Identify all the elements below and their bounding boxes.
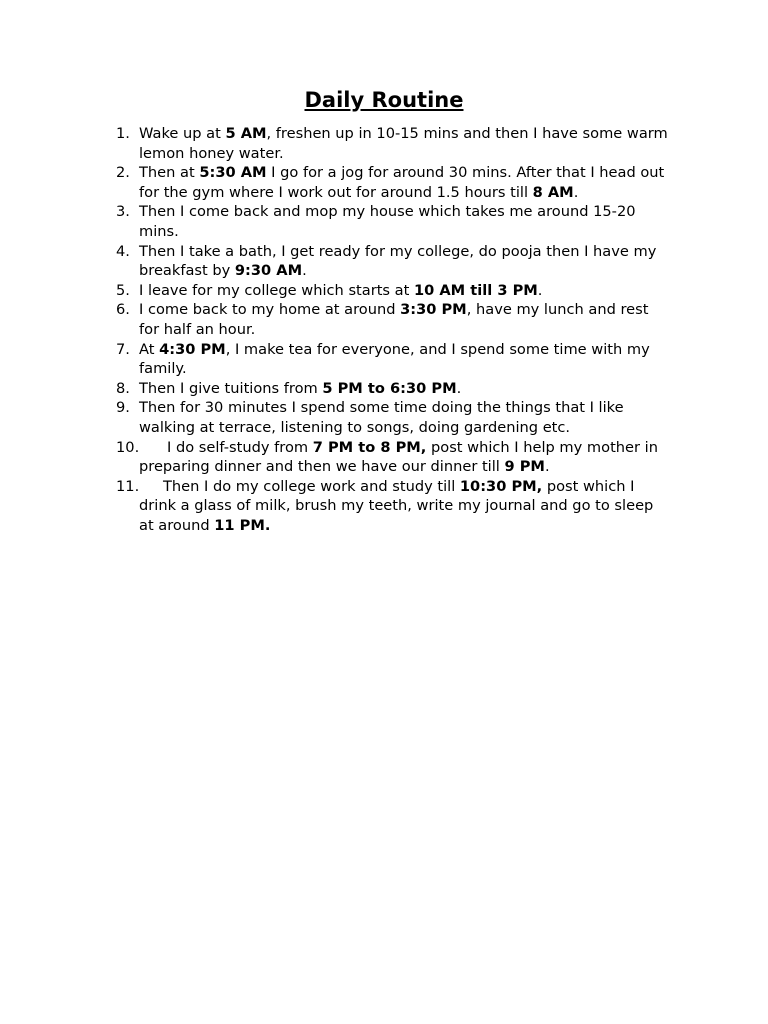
text-segment: Wake up at bbox=[139, 125, 226, 142]
text-segment: I leave for my college which starts at bbox=[139, 281, 414, 299]
text-segment: . bbox=[573, 183, 579, 201]
text-segment: post which I help my mother in preparing dinner and then we have our dinner till bbox=[139, 438, 658, 476]
bold-time-text: 9 PM bbox=[504, 458, 545, 476]
text-segment: post which I drink a glass of milk, brush my teeth, write my journal and go to sleep at around bbox=[139, 477, 654, 534]
bold-time-text: 5:30 AM bbox=[199, 164, 267, 182]
list-item-number: 8. bbox=[116, 379, 130, 397]
list-item-text bbox=[139, 203, 636, 240]
bold-time-text: 7 PM to 8 PM, bbox=[312, 438, 427, 456]
list-item-text bbox=[139, 243, 656, 280]
bold-time-text: 4:30 PM bbox=[159, 340, 226, 358]
text-segment: . bbox=[544, 458, 550, 476]
text-segment: At bbox=[139, 340, 160, 358]
text-segment: I do self-study from bbox=[167, 438, 313, 456]
list-item bbox=[116, 477, 672, 536]
page-title: Daily Routine bbox=[304, 88, 464, 112]
list-item-number: 10. bbox=[116, 438, 140, 456]
bold-time-text: 10 AM till 3 PM bbox=[413, 281, 538, 299]
list-item bbox=[116, 438, 672, 477]
list-item-number: 5. bbox=[116, 281, 130, 299]
list-item-number: 7. bbox=[116, 340, 130, 358]
list-item bbox=[116, 202, 672, 241]
text-segment: . bbox=[302, 262, 307, 280]
list-item-text bbox=[139, 380, 461, 397]
list-item bbox=[116, 379, 672, 399]
text-segment: . bbox=[456, 379, 462, 397]
text-segment: Then for 30 minutes I spend some time doing the things that I like walking at terrace, listening to songs, doing gardening etc. bbox=[139, 399, 624, 436]
text-segment: Then at bbox=[139, 164, 200, 182]
list-item bbox=[116, 398, 672, 437]
list-item-text bbox=[139, 125, 668, 162]
list-item-text bbox=[139, 478, 653, 534]
bold-time-text: 5 AM bbox=[225, 125, 267, 142]
list-item bbox=[116, 163, 672, 202]
list-item-text bbox=[139, 282, 542, 299]
text-segment: , have my lunch and rest for half an hour. bbox=[139, 301, 649, 338]
list-item-number: 4. bbox=[116, 242, 130, 260]
list-item-text bbox=[139, 439, 658, 476]
list-item-text bbox=[139, 399, 624, 436]
text-segment: , I make tea for everyone, and I spend some time with my family. bbox=[139, 340, 650, 378]
list-item-number: 3. bbox=[116, 203, 130, 221]
bold-time-text: 5 PM to 6:30 PM bbox=[322, 379, 457, 397]
list-item bbox=[116, 242, 672, 281]
list-item bbox=[116, 340, 672, 379]
routine-list bbox=[116, 124, 672, 535]
text-segment: . bbox=[537, 281, 543, 299]
list-item bbox=[116, 124, 672, 163]
text-segment: Then I come back and mop my house which takes me around 15-20 mins. bbox=[139, 203, 636, 240]
list-item-number: 11. bbox=[116, 477, 140, 495]
text-segment: Then I give tuitions from bbox=[139, 379, 323, 397]
bold-time-text: 8 AM bbox=[532, 183, 574, 201]
list-item bbox=[116, 300, 672, 339]
text-segment: I come back to my home at around bbox=[139, 301, 401, 319]
text-segment: Then I do my college work and study till bbox=[163, 477, 460, 495]
list-item-number: 6. bbox=[116, 301, 130, 319]
text-segment: I go for a jog for around 30 mins. After that I head out for the gym where I work out for around 1.5 hours till bbox=[139, 164, 665, 201]
list-item bbox=[116, 281, 672, 301]
list-item-number: 1. bbox=[116, 125, 130, 142]
bold-time-text: 3:30 PM bbox=[400, 301, 467, 319]
list-item-text bbox=[139, 164, 664, 201]
list-item-text bbox=[139, 301, 648, 338]
text-segment: , freshen up in 10-15 mins and then I have some warm lemon honey water. bbox=[139, 125, 668, 162]
list-item-number: 9. bbox=[116, 399, 130, 417]
list-item-text bbox=[139, 341, 650, 378]
bold-time-text: 10:30 PM, bbox=[459, 477, 543, 495]
list-item-number: 2. bbox=[116, 164, 130, 182]
bold-time-text: 11 PM. bbox=[214, 516, 271, 534]
text-segment: Then I take a bath, I get ready for my college, do pooja then I have my breakfast by bbox=[139, 242, 657, 280]
bold-time-text: 9:30 AM bbox=[234, 262, 303, 280]
